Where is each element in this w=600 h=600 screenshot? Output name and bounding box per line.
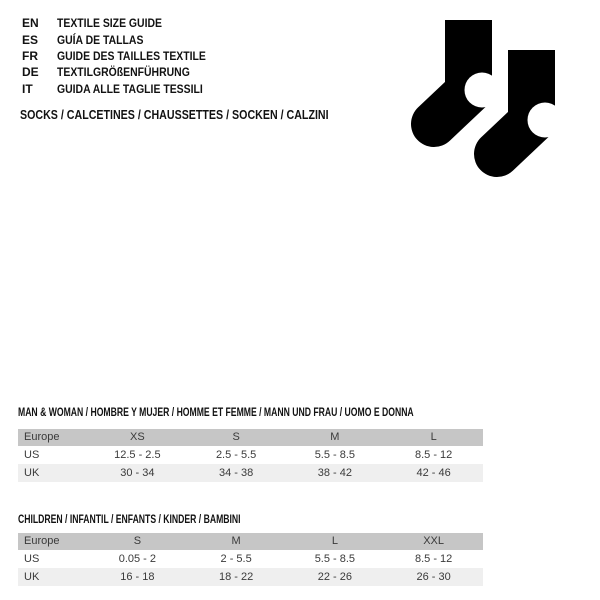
size-table bbox=[18, 533, 483, 586]
size-cell: 2 - 5.5 bbox=[220, 553, 252, 565]
sock-heel-cutout bbox=[528, 103, 563, 138]
size-cell: 34 - 38 bbox=[219, 467, 254, 479]
column-header: M bbox=[286, 429, 385, 446]
size-table-children bbox=[18, 513, 483, 586]
size-cell: 0.05 - 2 bbox=[118, 553, 157, 565]
size-table-adults bbox=[18, 406, 483, 482]
sock-heel-cutout bbox=[465, 73, 500, 108]
region-cell: UK bbox=[24, 571, 40, 583]
column-header: XXL bbox=[384, 533, 483, 550]
size-cell: 38 - 42 bbox=[317, 467, 352, 479]
socks-icon bbox=[400, 10, 565, 180]
language-code: DE bbox=[22, 65, 39, 80]
column-header: S bbox=[187, 429, 286, 446]
size-cell: 5.5 - 8.5 bbox=[314, 553, 356, 565]
size-table bbox=[18, 429, 483, 482]
language-code: EN bbox=[22, 16, 39, 31]
size-cell: 8.5 - 12 bbox=[414, 553, 453, 565]
column-header: Europe bbox=[18, 429, 88, 446]
size-cell: 2.5 - 5.5 bbox=[215, 449, 257, 461]
column-header: Europe bbox=[18, 533, 88, 550]
language-code: IT bbox=[22, 81, 33, 96]
sock-left-icon bbox=[434, 20, 500, 124]
language-row bbox=[22, 15, 228, 31]
table-header-row bbox=[18, 533, 483, 550]
region-cell: US bbox=[24, 553, 40, 565]
size-cell: 8.5 - 12 bbox=[414, 449, 453, 461]
table-row bbox=[18, 550, 483, 568]
language-row bbox=[22, 81, 228, 97]
table-row bbox=[18, 464, 483, 482]
language-code: FR bbox=[22, 48, 38, 63]
size-cell: 16 - 18 bbox=[120, 571, 155, 583]
table-title: CHILDREN / INFANTIL / ENFANTS / KINDER / BAMBINI bbox=[18, 512, 241, 526]
table-title: MAN & WOMAN / HOMBRE Y MUJER / HOMME ET FEMME / MANN UND FRAU / UOMO E DONNA bbox=[18, 405, 414, 419]
size-cell: 18 - 22 bbox=[219, 571, 254, 583]
size-cell: 30 - 34 bbox=[120, 467, 155, 479]
region-cell: UK bbox=[24, 467, 40, 479]
category-title: SOCKS / CALCETINES / CHAUSSETTES / SOCKEN / CALZINI bbox=[20, 107, 329, 122]
language-label: TEXTILE SIZE GUIDE bbox=[57, 16, 162, 31]
language-code: ES bbox=[22, 32, 39, 47]
language-label: TEXTILGRÖßENFÜHRUNG bbox=[57, 65, 190, 80]
column-header: L bbox=[384, 429, 483, 446]
column-header: M bbox=[187, 533, 286, 550]
table-row bbox=[18, 446, 483, 464]
language-row bbox=[22, 64, 228, 80]
language-list bbox=[22, 15, 228, 97]
column-header: S bbox=[88, 533, 187, 550]
size-cell: 42 - 46 bbox=[416, 467, 451, 479]
column-header: L bbox=[286, 533, 385, 550]
language-label: GUIDE DES TAILLES TEXTILE bbox=[57, 48, 206, 63]
language-label: GUÍA DE TALLAS bbox=[57, 32, 144, 47]
sock-right-icon bbox=[497, 50, 563, 154]
size-cell: 22 - 26 bbox=[317, 571, 352, 583]
table-header-row bbox=[18, 429, 483, 446]
size-cell: 26 - 30 bbox=[416, 571, 451, 583]
size-cell: 5.5 - 8.5 bbox=[314, 449, 356, 461]
column-header: XS bbox=[88, 429, 187, 446]
language-row bbox=[22, 31, 228, 47]
table-row bbox=[18, 568, 483, 586]
language-row bbox=[22, 48, 228, 64]
size-cell: 12.5 - 2.5 bbox=[114, 449, 161, 461]
region-cell: US bbox=[24, 449, 40, 461]
language-label: GUIDA ALLE TAGLIE TESSILI bbox=[57, 81, 203, 96]
